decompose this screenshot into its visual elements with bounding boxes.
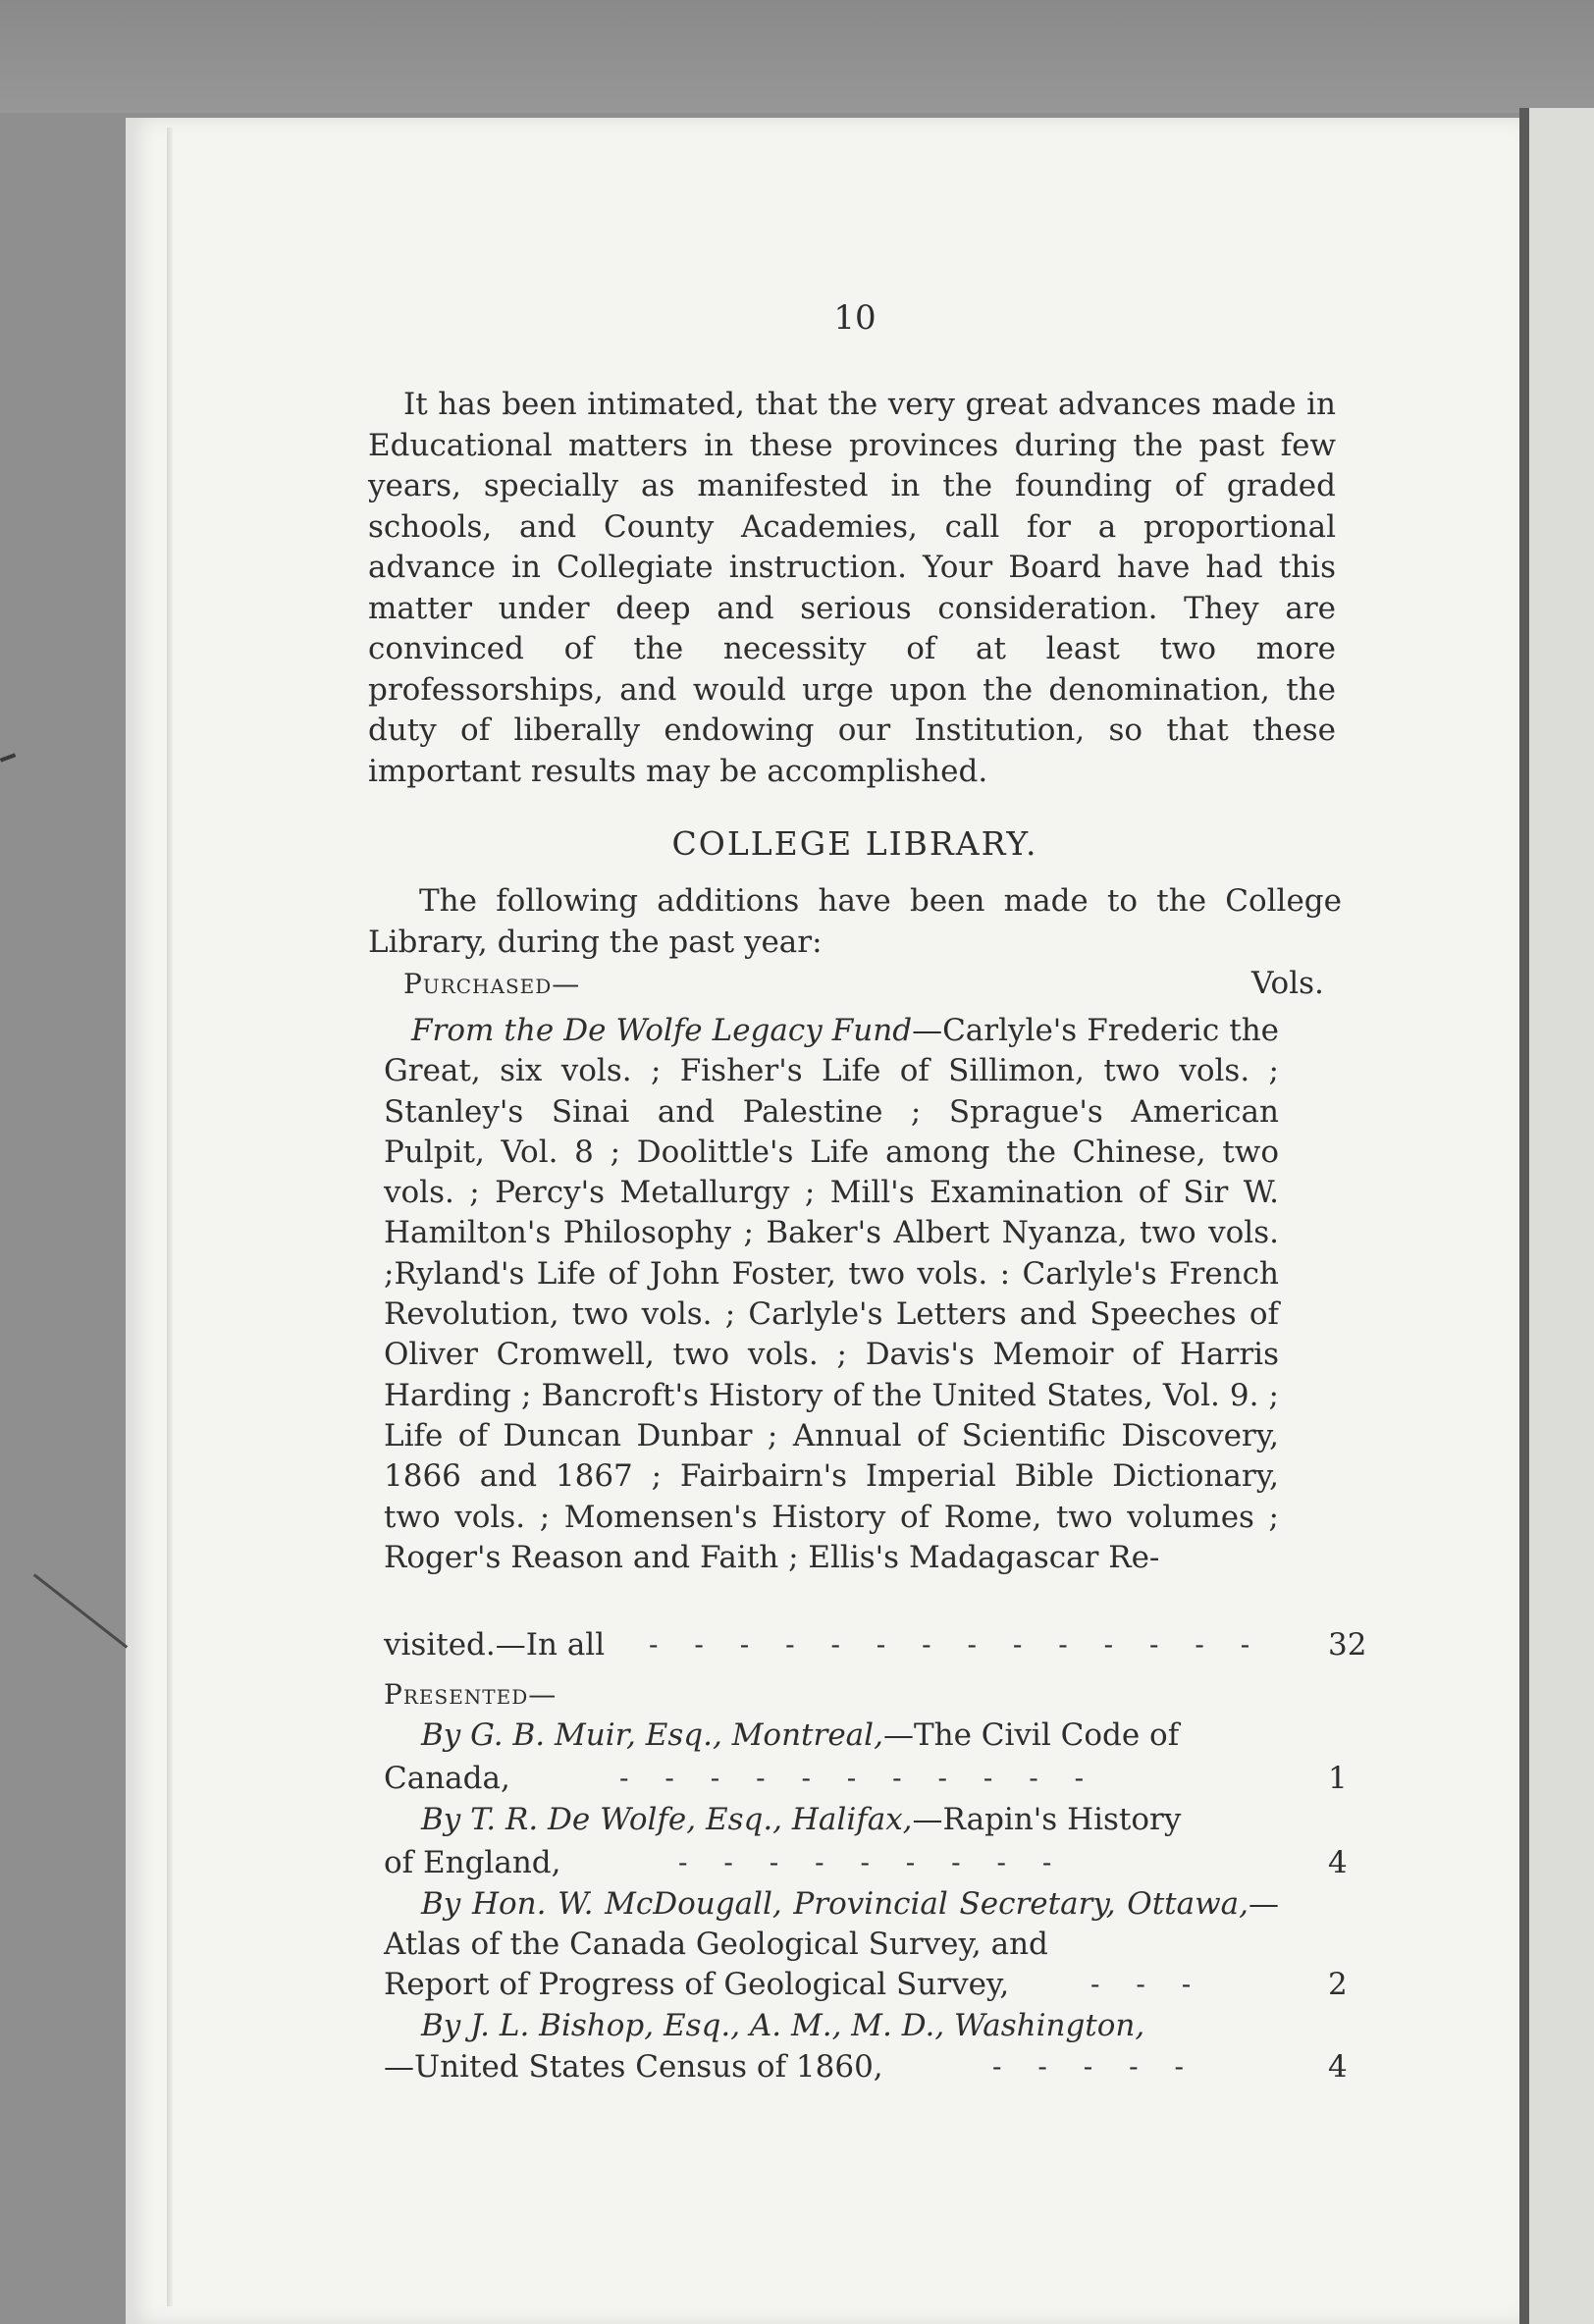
- page-number: 10: [833, 298, 877, 338]
- purchased-titles: —Carlyle's Frederic the Great, six vols. ; Fisher's Life of Sillimon, two vols. ; Stanley's Sinai and Palestine ; Sprague's American Pulpit, Vol. 8 ; Doolittle's Life among the Chinese, two vols. ; Percy's Metallurgy ; Mill's Examination of Sir W. Hamilton's Philosophy ; Baker's Albert Nyanza, two vols. ;Ryland's Life of John Foster, two vols. : Carlyle's French Revolution, two vols. ; Carlyle's Letters and Speeches of Oliver Cromwell, two vols. ; Davis's Memoir of Harris Harding ; Bancroft's History of the United States, Vol. 9. ; Life of Duncan Dunbar ; Annual of Scientific Discovery, 1866 and 1867 ; Fairbairn's Imperial Bible Dictionary, two vols. ; Momensen's History of Rome, two volumes ; Roger's Reason and Faith ; Ellis's Madagascar Re-: [384, 1013, 1280, 1575]
- intro-paragraph: It has been intimated, that the very great advances made in Educational matters in these provinces during the past few years, specially as manifested in the founding of graded schools, and County Academies, call for a proportional advance in Collegiate instruction. Your Board have had this matter under deep and serious consideration. They are convinced of the necessity of at least two more professorships, and would urge upon the denomination, the duty of liberally endowing our Institution, so that these important results may be accomplished.: [368, 387, 1336, 789]
- donor-name: By Hon. W. McDougall, Provincial Secretary, Ottawa,: [421, 1886, 1249, 1922]
- fund-name: From the De Wolfe Legacy Fund: [411, 1013, 913, 1048]
- donation-last-line: of England,: [384, 1845, 561, 1880]
- purchased-list: [384, 1011, 1279, 1578]
- donor-name: By J. L. Bishop, Esq., A. M., M. D., Washington,: [421, 2008, 1145, 2043]
- facing-page-sliver: [1529, 108, 1594, 2324]
- presented-item: [384, 1884, 1279, 1966]
- purchased-heading: Purchased—: [403, 968, 581, 1000]
- dot-leader: - - - - - - - - -: [678, 1846, 1066, 1878]
- donation-last-line: Report of Progress of Geological Survey,: [384, 1967, 1010, 2002]
- donor-name: By G. B. Muir, Esq., Montreal,: [421, 1717, 883, 1753]
- presented-item-total: [384, 1843, 1365, 1882]
- scan-mark: [33, 1573, 128, 1648]
- donation-title: —Rapin's History: [912, 1802, 1182, 1837]
- donation-title: —The Civil Code of: [882, 1717, 1180, 1753]
- donation-quantity: 4: [1328, 1845, 1348, 1880]
- donation-quantity: 2: [1328, 1967, 1348, 2002]
- presented-item-total: [384, 2047, 1365, 2086]
- dot-leader: - - -: [1090, 1968, 1205, 2000]
- purchased-total-line: [384, 1625, 1365, 1664]
- donation-quantity: 1: [1328, 1761, 1348, 1796]
- presented-item: [384, 2006, 1279, 2046]
- dot-leader: - - - - -: [992, 2050, 1197, 2083]
- presented-item-total: [384, 1965, 1365, 2004]
- donation-title: —Atlas of the Canada Geological Survey, and: [384, 1886, 1279, 1963]
- presented-item: [384, 1716, 1279, 1756]
- vols-column-heading: Vols.: [1251, 966, 1324, 1001]
- scan-background-top: [0, 0, 1594, 113]
- donor-name: By T. R. De Wolfe, Esq., Halifax,: [421, 1802, 913, 1837]
- page-right-edge: [1519, 108, 1529, 2324]
- page-gutter-edge: [167, 128, 173, 2306]
- section-title: COLLEGE LIBRARY.: [671, 824, 1038, 863]
- dot-leader: - - - - - - - - - - - - - -: [649, 1628, 1264, 1661]
- dot-leader: - - - - - - - - - - -: [619, 1762, 1098, 1794]
- presented-item: [384, 1800, 1279, 1840]
- purchased-total: 32: [1328, 1627, 1367, 1663]
- presented-item-total: [384, 1759, 1365, 1798]
- donation-quantity: 4: [1328, 2049, 1348, 2085]
- presented-heading: Presented—: [384, 1678, 558, 1711]
- library-lead-paragraph: The following additions have been made to the College Library, during the past year:: [368, 883, 1342, 960]
- donation-last-line: —United States Census of 1860,: [384, 2049, 883, 2085]
- purchased-last-line: visited.—In all: [384, 1627, 606, 1663]
- donation-last-line: Canada,: [384, 1761, 510, 1796]
- scan-mark: [0, 753, 16, 762]
